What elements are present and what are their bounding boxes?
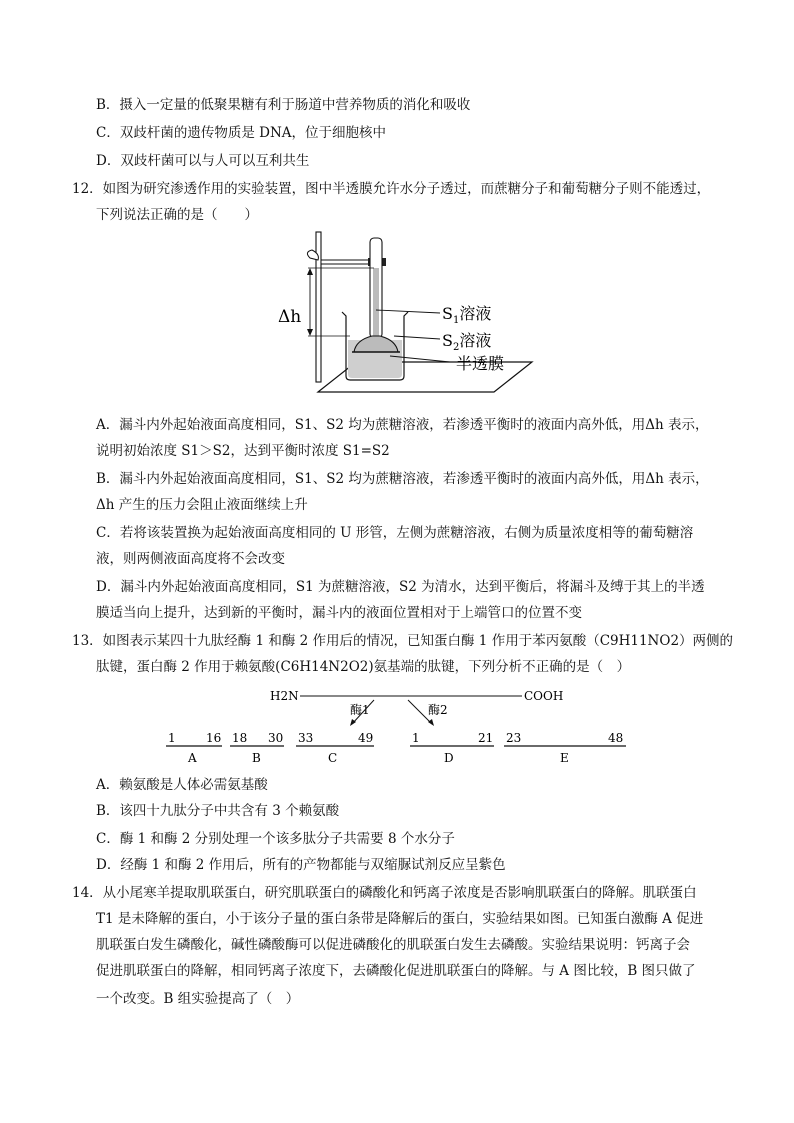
segment-c — [296, 731, 374, 765]
svg-text:49: 49 — [358, 731, 374, 745]
q14-line2: T1 是未降解的蛋白，小于该分子量的蛋白条带是降解后的蛋白，实验结果如图。已知蛋白激酶 A 促进 — [96, 911, 704, 927]
q12-option-b-line1: B．漏斗内外起始液面高度相同，S1、S2 均为蔗糖溶液，若渗透平衡时的液面内高外低，用Δh 表示， — [96, 471, 709, 487]
s2-solution-label: $S_2$溶液 — [442, 331, 492, 353]
q11-option-c: C．双歧杆菌的遗传物质是 DNA，位于细胞核中 — [96, 125, 387, 141]
q13-option-c: C．酶 1 和酶 2 分别处理一个该多肽分子共需要 8 个水分子 — [96, 831, 455, 847]
q11-option-b: B．摄入一定量的低聚果糖有利于肠道中营养物质的消化和吸收 — [96, 97, 471, 113]
q12-option-c-line2: 液，则两侧液面高度将不会改变 — [96, 551, 285, 567]
q12-option-a-line2: 说明初始浓度 S1＞S2，达到平衡时浓度 S1=S2 — [96, 443, 390, 459]
amino-terminus-label: H2N — [270, 689, 299, 703]
s1-solution-label: $S_1$溶液 — [442, 304, 492, 326]
svg-text:18: 18 — [232, 731, 248, 745]
svg-text:A: A — [188, 751, 197, 765]
funnel-body — [354, 336, 398, 352]
q12-stem-line1: 12．如图为研究渗透作用的实验装置，图中半透膜允许水分子透过，而蔗糖分子和葡萄糖分子则不能透过， — [72, 181, 711, 197]
enzyme-2-label: 酶2 — [428, 703, 448, 717]
segment-a — [166, 731, 222, 765]
q13-stem-line2: 肽键，蛋白酶 2 作用于赖氨酸(C6H14N2O2)氨基端的肽键，下列分析不正确的是（ ） — [96, 659, 631, 675]
segment-b — [230, 731, 284, 765]
peptide-cleavage-figure — [160, 684, 640, 770]
carboxyl-terminus-label: COOH — [524, 689, 564, 703]
clamp-arm — [321, 260, 369, 264]
segment-e — [504, 731, 626, 765]
q13-option-d: D．经酶 1 和酶 2 作用后，所有的产物都能与双缩脲试剂反应呈紫色 — [96, 857, 506, 873]
segment-d — [410, 731, 494, 765]
q12-option-a-line1: A．漏斗内外起始液面高度相同，S1、S2 均为蔗糖溶液，若渗透平衡时的液面内高外低，用Δh 表示， — [96, 417, 709, 433]
q14-line4: 促进肌联蛋白的降解，相同钙离子浓度下，去磷酸化促进肌联蛋白的降解。与 A 图比较，B 图只做了 — [96, 963, 696, 979]
osmosis-apparatus-figure — [270, 228, 550, 398]
svg-text:23: 23 — [506, 731, 522, 745]
q12-option-b-line2: Δh 产生的压力会阻止液面继续上升 — [96, 497, 308, 513]
enzyme-1-label: 酶1 — [350, 703, 370, 717]
q11-option-d: D．双歧杆菌可以与人可以互利共生 — [96, 153, 310, 169]
svg-text:30: 30 — [268, 731, 284, 745]
q14-line1: 14．从小尾寒羊提取肌联蛋白，研究肌联蛋白的磷酸化和钙离子浓度是否影响肌联蛋白的降解。肌联蛋白 — [72, 885, 697, 901]
membrane-label: 半透膜 — [456, 354, 505, 373]
svg-text:E: E — [560, 751, 569, 765]
svg-text:48: 48 — [608, 731, 624, 745]
q13-stem-line1: 13．如图表示某四十九肽经酶 1 和酶 2 作用后的情况，已知蛋白酶 1 作用于苯丙氨酸（C9H11NO2）两侧的 — [72, 633, 734, 649]
q13-option-b: B．该四十九肽分子中共含有 3 个赖氨酸 — [96, 803, 340, 819]
q12-option-c-line1: C．若将该装置换为起始液面高度相同的 U 形管，左侧为蔗糖溶液，右侧为质量浓度相等的葡萄糖溶 — [96, 525, 694, 541]
svg-text:B: B — [252, 751, 261, 765]
funnel-tube-solution — [373, 268, 379, 340]
svg-text:1: 1 — [168, 731, 176, 745]
q13-option-a: A．赖氨酸是人体必需氨基酸 — [96, 777, 268, 793]
svg-text:1: 1 — [412, 731, 420, 745]
delta-h-label: Δh — [278, 307, 302, 327]
q14-line5: 一个改变。B 组实验提高了（ ） — [96, 991, 300, 1007]
q12-stem-line2: 下列说法正确的是（ ） — [96, 207, 258, 223]
svg-text:16: 16 — [206, 731, 222, 745]
q14-line3: 肌联蛋白发生磷酸化，碱性磷酸酶可以促进磷酸化的肌联蛋白发生去磷酸。实验结果说明：钙离子会 — [96, 937, 690, 953]
svg-text:C: C — [328, 751, 338, 765]
svg-text:33: 33 — [298, 731, 314, 745]
svg-text:D: D — [444, 751, 454, 765]
svg-text:21: 21 — [478, 731, 494, 745]
q12-option-d-line2: 膜适当向上提升，达到新的平衡时，漏斗内的液面位置相对于上端管口的位置不变 — [96, 605, 582, 621]
q12-option-d-line1: D．漏斗内外起始液面高度相同，S1 为蔗糖溶液，S2 为清水，达到平衡后，将漏斗及缚于其上的半透 — [96, 579, 705, 595]
